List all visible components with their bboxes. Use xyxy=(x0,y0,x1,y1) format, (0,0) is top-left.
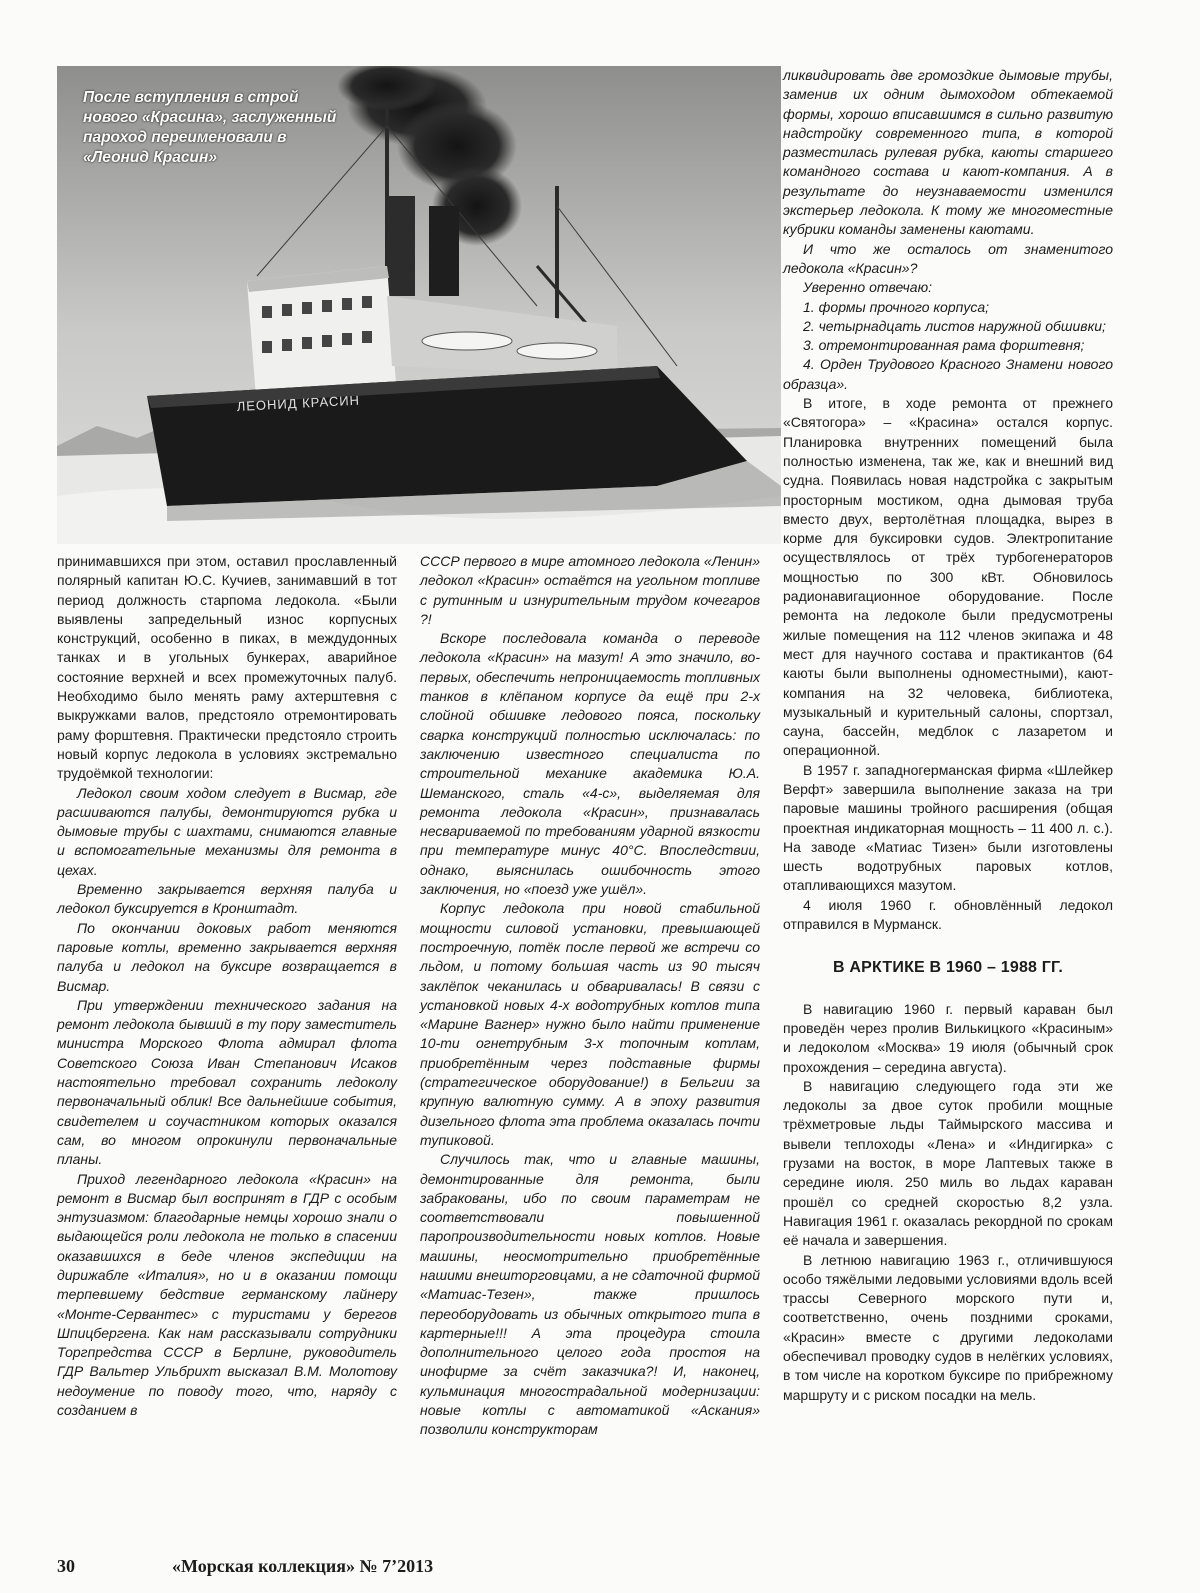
col3-list-item-4: 4. Орден Трудового Красного Знамени нового образца». xyxy=(783,355,1113,394)
col1-paragraph-5: При утверждении технического задания на ремонт ледокола бывший в ту пору заместитель министра Морского Флота адмирал флота Советского Союза Иван Степанович Исаков настоятельно требовал сохранить ледоколу первоначальный облик! Все дальнейшие события, свидетелем и соучастником которых оказался сам, во многом опрокинули первоначальные планы. xyxy=(57,996,397,1170)
col2-paragraph-2: Вскоре последовала команда о переводе ледокола «Красин» на мазут! А это значило, во-первых, обеспечить непроницаемость топливных танков в клёпаном корпусе да ещё при 2-х слойной обшивке ледового пояса, поскольку сварка конструкций полностью исключалась: по заключению известного специалиста по строительной механике академика Ю.А. Шеманского, сталь «4-с», выделяемая для ремонта ледокола «Красин», признавалась несвариваемой по требованиям ударной вязкости при температуре минус 40°С. Впоследствии, однако, выяснилась ошибочность этого заключения, но «поезд уже ушёл». xyxy=(420,629,760,899)
col3-list-item-1: 1. формы прочного корпуса; xyxy=(783,298,1113,317)
col1-paragraph-4: По окончании доковых работ меняются паровые котлы, временно закрывается верхняя палуба и ледокол на буксире возвращается в Висмар. xyxy=(57,919,397,996)
col3-paragraph-4: В навигацию 1960 г. первый караван был проведён через пролив Вилькицкого «Красиным» и ледоколом «Москва» 19 июля (обычный срок прохождения – середина августа). xyxy=(783,1000,1113,1077)
magazine-title: «Морская коллекция» № 7’2013 xyxy=(172,1556,433,1576)
col3-paragraph-5: В навигацию следующего года эти же ледоколы за двое суток пробили мощные трёхметровые льды Таймырского массива и вывели теплоходы «Лена» и «Индигирка» с грузами на восток, в море Лаптевых также в середине июля. 250 миль во льдах караван прошёл со средней скоростью 8,2 узла. Навигация 1961 г. оказалась рекордной по срокам её начала и завершения. xyxy=(783,1077,1113,1251)
col1-paragraph-1: принимавшихся при этом, оставил прославленный полярный капитан Ю.С. Кучиев, занимавший в тот период должность старпома ледокола. «Были выявлены запредельный износ корпусных конструкций, особенно в пиках, в междудонных танках и в угольных бункерах, аварийное состояние верхней и всех промежуточных палуб. Необходимо было менять раму ахтерштевня с выкружками валов, предстояло отремонтировать раму форштевня. Практически предстояло строить новый корпус ледокола в условиях экстремально трудоёмкой технологии: xyxy=(57,552,397,784)
col2-paragraph-1: СССР первого в мире атомного ледокола «Ленин» ледокол «Красин» остаётся на угольном топливе с рутинным и изнурительным трудом кочегаров ?! xyxy=(420,552,760,629)
col3-paragraph-6: В летнюю навигацию 1963 г., отличившуюся особо тяжёлыми ледовыми условиями вдоль всей трассы Северного морского пути и, соответственно, очень поздними сроками, «Красин» вместе с другими ледоколами обеспечивал проводку судов в нелёгких условиях, в том числе на коротком буксире по прибрежному маршруту и с риском посадки на мель. xyxy=(783,1251,1113,1405)
col3-paragraph-2: В 1957 г. западногерманская фирма «Шлейкер Верфт» завершила выполнение заказа на три паровые машины тройного расширения (общая проектная индикаторная мощность – 11 400 л. с.). На заводе «Матиас Тизен» были изготовлены шесть водотрубных паровых котлов, отапливающихся мазутом. xyxy=(783,761,1113,896)
col1-paragraph-6: Приход легендарного ледокола «Красин» на ремонт в Висмар был воспринят в ГДР с особым энтузиазмом: благодарные немцы хорошо знали о выдающейся роли ледокола не только в спасении оказавшихся в беде членов экспедиции на дирижабле «Италия», но и в оказании помощи терпевшему бедствие германскому лайнеру «Монте-Сервантес» с туристами у берегов Шпицбергена. Как нам рассказывали сотрудники Торгпредства СССР в Берлине, руководитель ГДР Вальтер Ульбрихт высказал В.М. Молотову недоумение по поводу того, что, наряду с созданием в xyxy=(57,1170,397,1421)
column-2 xyxy=(420,552,760,1440)
page-footer xyxy=(57,1556,557,1577)
col3-italic-paragraph-3: Уверенно отвечаю: xyxy=(783,278,1113,297)
col3-italic-paragraph-2: И что же осталось от знаменитого ледокола «Красин»? xyxy=(783,240,1113,279)
photo-caption: После вступления в строй нового «Красина», заслуженный пароход переименовали в «Леонид Красин» xyxy=(83,88,343,168)
col1-paragraph-3: Временно закрывается верхняя палуба и ледокол буксируется в Кронштадт. xyxy=(57,880,397,919)
col2-paragraph-3: Корпус ледокола при новой стабильной мощности силовой установки, превышающей построечную, потёк после первой же встречи со льдом, и потому большая часть из 90 тысяч заклёпок чеканилась и обваривалась! В связи с установкой новых 4-х водотрубных котлов типа «Марине Вагнер» нужно было найти применение 10-ти огнетрубным 3-х топочным котлам, приобретённым через подставные фирмы (стратегическое оборудование!) в Бельгии за крупную валютную сумму. А в эпоху развития дизельного флота эта проблема оказалась почти тупиковой. xyxy=(420,899,760,1150)
hull-name-label: ЛЕОНИД КРАСИН xyxy=(236,393,360,414)
col3-list-item-2: 2. четырнадцать листов наружной обшивки; xyxy=(783,317,1113,336)
column-3 xyxy=(783,66,1113,1405)
column-1 xyxy=(57,552,397,1420)
page-number: 30 xyxy=(57,1556,172,1577)
col3-italic-paragraph-1: ликвидировать две громоздкие дымовые трубы, заменив их одним дымоходом обтекаемой формы, хорошо вписавшимся в сильно развитую надстройку современного типа, в которой разместилась рулевая рубка, каюты старшего командного состава и кают-компания. А в результате до неузнаваемости изменился экстерьер ледокола. К тому же многоместные кубрики команды заменены каютами. xyxy=(783,66,1113,240)
col3-paragraph-3: 4 июля 1960 г. обновлённый ледокол отправился в Мурманск. xyxy=(783,896,1113,935)
ship-photo xyxy=(57,66,781,544)
col3-list-item-3: 3. отремонтированная рама форштевня; xyxy=(783,336,1113,355)
col1-paragraph-2: Ледокол своим ходом следует в Висмар, где расшиваются палубы, демонтируются рубка и дымовые трубы с шахтами, снимаются главные и вспомогательные механизмы для ремонта в цехах. xyxy=(57,784,397,880)
col3-paragraph-1: В итоге, в ходе ремонта от прежнего «Святогора» – «Красина» остался корпус. Планировка внутренних помещений была полностью изменена, так же, как и внешний вид судна. Появилась новая надстройка с закрытым просторным мостиком, одна дымовая труба вместо двух, вертолётная площадка, вырез в корме для буксировки судов. Электропитание осуществлялось от трёх турбогенераторов мощностью по 300 кВт. Обновилось радионавигационное оборудование. После ремонта на ледоколе были предусмотрены жилые помещения на 112 членов экипажа и 48 мест для научного состава и практикантов (64 каюты были выполнены одноместными), кают-компания на 32 человека, библиотека, музыкальный и курительный салоны, спортзал, сауна, бассейн, медблок с лазаретом и операционной. xyxy=(783,394,1113,761)
section-heading: В АРКТИКЕ В 1960 – 1988 ГГ. xyxy=(783,958,1113,977)
col2-paragraph-4: Случилось так, что и главные машины, демонтированные для ремонта, были забракованы, ибо по своим параметрам не соответствовали повышенной паропроизводительности новых котлов. Новые машины, неосмотрительно приобретённые нашими внешторговцами, а не сдаточной фирмой «Матиас-Тезен», также пришлось переоборудовать из обычных открытого типа в картерные!!! А эта процедура стоила дополнительного целого года простоя на инофирме за счёт заказчика?! И, наконец, кульминация многострадальной модернизации: новые котлы с автоматикой «Аскания» позволили конструкторам xyxy=(420,1150,760,1439)
